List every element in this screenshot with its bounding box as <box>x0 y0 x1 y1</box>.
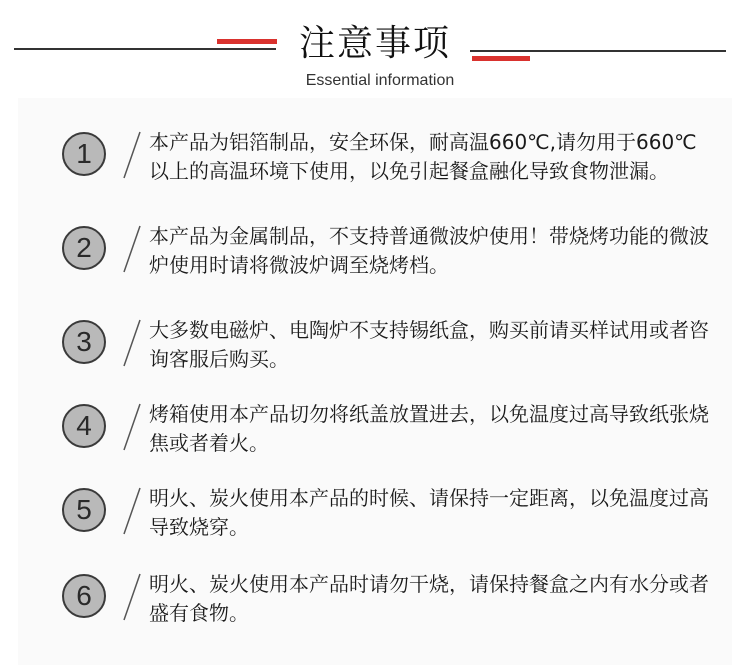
slash-divider-icon <box>122 224 142 274</box>
slash-divider-icon <box>122 318 142 368</box>
number-badge: 4 <box>62 404 106 448</box>
slash-divider-icon <box>122 572 142 622</box>
note-text: 大多数电磁炉、电陶炉不支持锡纸盒，购买前请买样试用或者咨询客服后购买。 <box>149 318 709 371</box>
header-rule-right <box>470 50 726 52</box>
note-text: 本产品为铝箔制品，安全环保，耐高温660℃,请勿用于660℃以上的高温环境下使用，以免引起餐盒融化导致食物泄漏。 <box>149 130 697 183</box>
number-badge: 3 <box>62 320 106 364</box>
page-title: 注意事项 <box>298 23 451 64</box>
page-subtitle: Essential information <box>305 72 455 89</box>
slash-divider-icon <box>122 130 142 180</box>
slash-divider-icon <box>122 402 142 452</box>
note-item-4 <box>18 404 732 488</box>
header-rule-left <box>14 48 276 50</box>
note-text: 烤箱使用本产品切勿将纸盖放置进去，以免温度过高导致纸张烧焦或者着火。 <box>149 402 709 455</box>
slash-divider-icon <box>122 486 142 536</box>
notes-panel <box>18 98 732 665</box>
number-badge: 6 <box>62 574 106 618</box>
header <box>0 0 750 100</box>
note-item-6 <box>18 574 732 658</box>
number-badge: 1 <box>62 132 106 176</box>
number-badge: 5 <box>62 488 106 532</box>
note-text: 明火、炭火使用本产品时请勿干烧，请保持餐盒之内有水分或者盛有食物。 <box>149 572 709 625</box>
header-accent-left <box>217 39 277 44</box>
note-item-3 <box>18 320 732 404</box>
header-accent-right <box>472 56 530 61</box>
note-item-2 <box>18 226 732 310</box>
note-item-1 <box>18 132 732 216</box>
note-text: 本产品为金属制品，不支持普通微波炉使用！带烧烤功能的微波炉使用时请将微波炉调至烧烤档。 <box>149 224 709 277</box>
note-item-5 <box>18 488 732 572</box>
note-text: 明火、炭火使用本产品的时候、请保持一定距离，以免温度过高导致烧穿。 <box>149 486 709 539</box>
number-badge: 2 <box>62 226 106 270</box>
